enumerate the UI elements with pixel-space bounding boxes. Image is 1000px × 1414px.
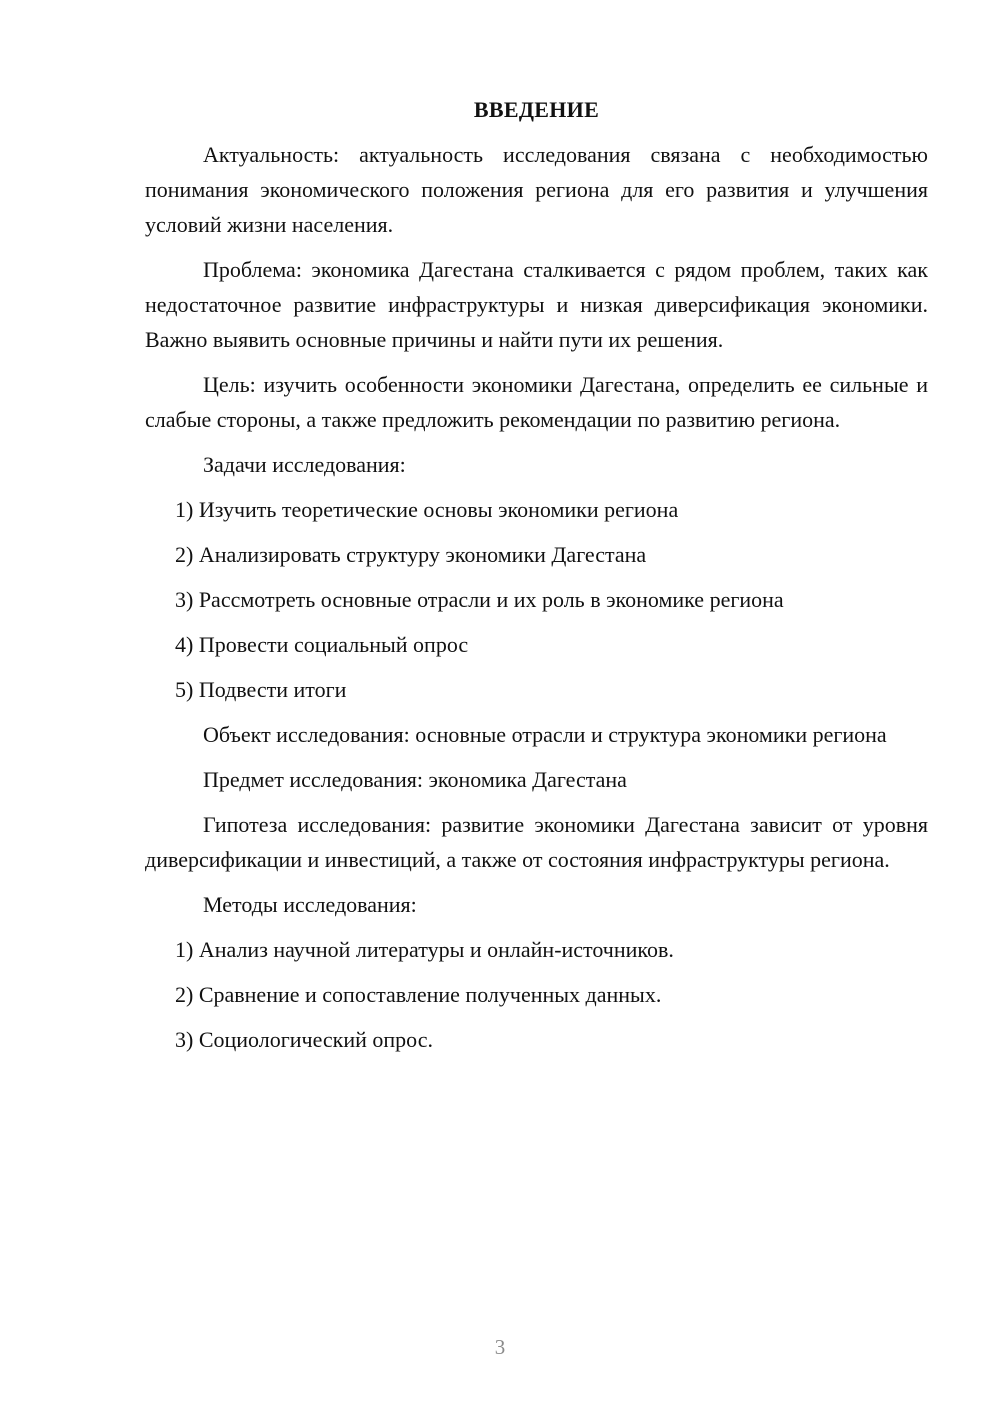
tasks-heading: Задачи исследования: bbox=[203, 452, 406, 477]
page-title: ВВЕДЕНИЕ bbox=[473, 97, 600, 122]
task-item: 4) Провести социальный опрос bbox=[175, 632, 469, 657]
task-item: 2) Анализировать структуру экономики Дагестана bbox=[175, 542, 647, 567]
method-item: 2) Сравнение и сопоставление полученных данных. bbox=[175, 982, 662, 1007]
task-item: 5) Подвести итоги bbox=[175, 677, 347, 702]
page-content bbox=[145, 95, 928, 1067]
task-item: 3) Рассмотреть основные отрасли и их роль в экономике региона bbox=[175, 587, 784, 612]
method-item: 1) Анализ научной литературы и онлайн-источников. bbox=[175, 937, 674, 962]
problem-paragraph: Проблема: экономика Дагестана сталкивается с рядом проблем, таких как недостаточное развитие инфраструктуры и низкая диверсификация экономики. Важно выявить основные причины и найти пути их решения. bbox=[145, 257, 928, 352]
relevance-paragraph: Актуальность: актуальность исследования связана с необходимостью понимания экономического положения региона для его развития и улучшения условий жизни населения. bbox=[145, 142, 928, 237]
method-item: 3) Социологический опрос. bbox=[175, 1027, 433, 1052]
object-paragraph: Объект исследования: основные отрасли и структура экономики региона bbox=[203, 722, 887, 747]
goal-paragraph: Цель: изучить особенности экономики Дагестана, определить ее сильные и слабые стороны, а также предложить рекомендации по развитию региона. bbox=[145, 372, 928, 432]
hypothesis-paragraph: Гипотеза исследования: развитие экономики Дагестана зависит от уровня диверсификации и инвестиций, а также от состояния инфраструктуры региона. bbox=[145, 812, 928, 872]
methods-heading: Методы исследования: bbox=[203, 892, 417, 917]
page-number: 3 bbox=[494, 1335, 506, 1359]
subject-paragraph: Предмет исследования: экономика Дагестана bbox=[203, 767, 627, 792]
task-item: 1) Изучить теоретические основы экономики региона bbox=[175, 497, 679, 522]
